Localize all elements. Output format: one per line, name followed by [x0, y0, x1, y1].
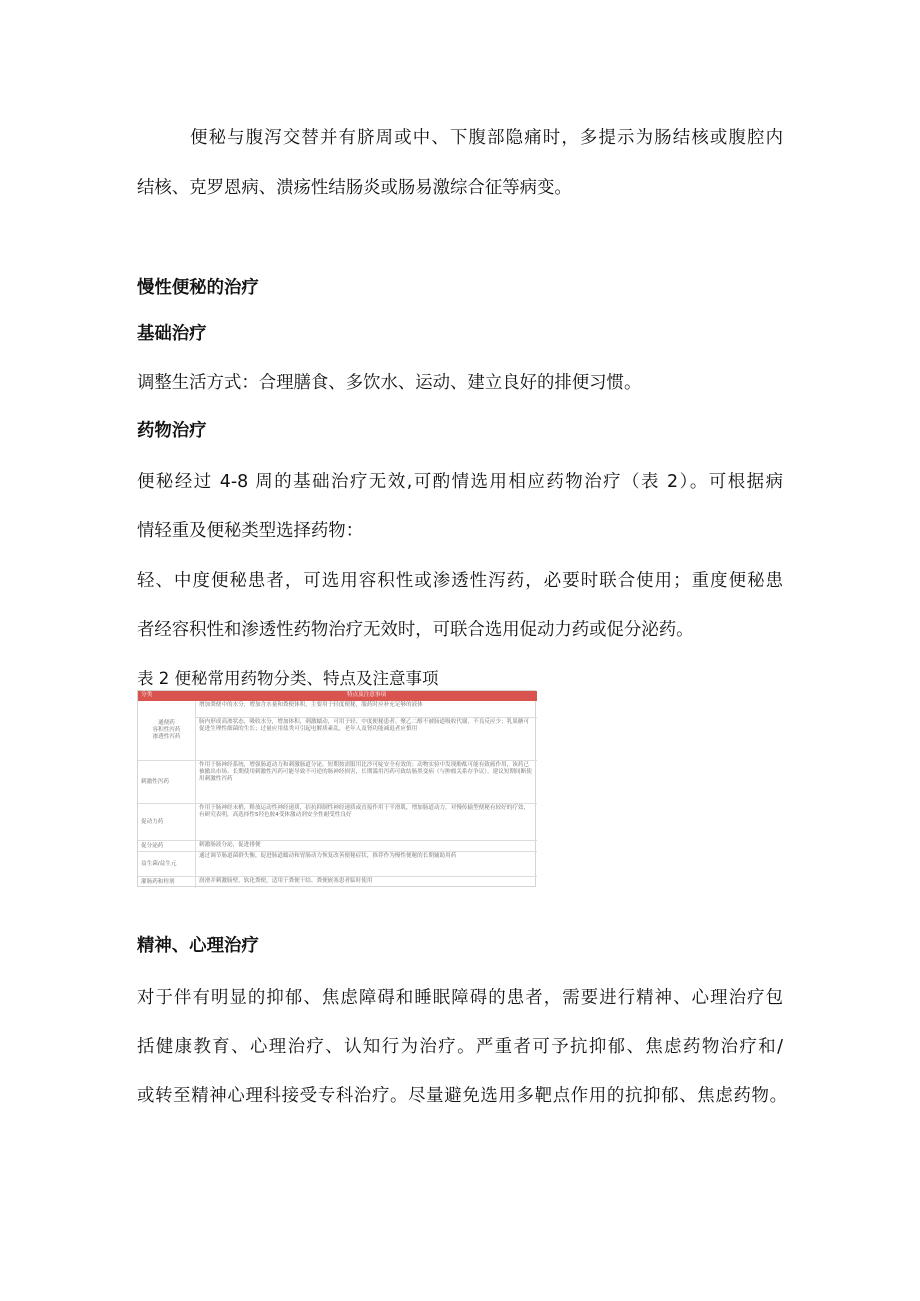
basic-treatment-text: 调整生活方式：合理膳食、多饮水、运动、建立良好的排便习惯。: [137, 373, 642, 393]
table-notes-bulk: 增加粪便中的水分，增加含水量和粪便体积，主要用于轻度便秘，服药时应补充足够的液体: [196, 701, 537, 718]
category-line: 渗透性泻药: [152, 734, 181, 740]
drug-treatment-line-1: 便秘经过 4-8 周的基础治疗无效,可酌情选用相应药物治疗（表 2）。可根据病: [137, 472, 783, 492]
table-category-probiotic: 益生菌/益生元: [138, 852, 196, 877]
table-header-category: 分类: [138, 691, 196, 701]
psych-treatment-heading: 精神、心理治疗: [137, 936, 259, 956]
drug-treatment-line-3: 轻、中度便秘患者，可选用容积性或渗透性泻药，必要时联合使用；重度便秘患: [137, 571, 783, 591]
category-line: 容积性泻药: [152, 727, 181, 733]
psych-treatment-line-2: 括健康教育、心理治疗、认知行为治疗。严重者可予抗抑郁、焦虑药物治疗和/: [137, 1037, 783, 1057]
table-category-prokinetic: 促动力药: [138, 804, 196, 841]
drug-classification-table: [137, 690, 536, 887]
psych-treatment-line-1: 对于伴有明显的抑郁、焦虑障碍和睡眠障碍的患者，需要进行精神、心理治疗包: [137, 988, 783, 1008]
intro-line-2: 结核、克罗恩病、溃疡性结肠炎或肠易激综合征等病变。: [137, 178, 572, 198]
table-category-enema: 灌肠药和栓剂: [138, 877, 196, 888]
table-notes-enema: 润滑并刺激肠壁，软化粪便，适用于粪便干结、粪便嵌塞患者临时使用: [199, 878, 373, 884]
section-title: 慢性便秘的治疗: [137, 278, 259, 298]
table-notes-secretagogue: 刺激肠液分泌，促进排便: [196, 841, 537, 852]
table-notes-probiotic: 通过调节肠道菌群失衡，促进肠道蠕动和胃肠动力恢复改善便秘症状，推荐作为慢性便秘的长期辅助用药: [196, 852, 537, 877]
table-category-secretagogue: 促分泌药: [138, 841, 196, 852]
table-header-notes: 特点及注意事项: [196, 691, 537, 701]
table-category-laxatives: [138, 701, 196, 761]
category-line: 通便药: [158, 720, 175, 726]
table-category-stimulant: 刺激性泻药: [138, 761, 196, 804]
drug-treatment-line-4: 者经容积性和渗透性药物治疗无效时，可联合选用促动力药或促分泌药。: [137, 620, 694, 640]
table-notes-stimulant: 作用于肠神经系统，增强肠道动力和刺激肠道分泌，短期按需服用比沙可啶安全有效的；动物实验中发现酚酞可能有致癌作用，该药已被撤出市场。长期使用刺激性泻药可能导致不可逆的肠神经损害，长期滥用泻药可致结肠黑变病（与肿瘤关系存争议），建议短期间断使用刺激性泻药: [196, 761, 537, 804]
table-caption: 表 2 便秘常用药物分类、特点及注意事项: [137, 669, 439, 688]
psych-treatment-line-3: 或转至精神心理科接受专科治疗。尽量避免选用多靶点作用的抗抑郁、焦虑药物。: [137, 1086, 787, 1106]
table-notes-prokinetic: 作用于肠神经末梢，释放运动性神经递质，拮抗抑制性神经递质或直接作用于平滑肌，增加肠道动力，对慢传输型便秘有较好的疗效，有研究表明，高选择性5羟色胺4受体激动剂安全性耐受性良好: [196, 804, 537, 841]
intro-line-1: 便秘与腹泻交替并有脐周或中、下腹部隐痛时，多提示为肠结核或腹腔内: [190, 128, 783, 148]
drug-treatment-line-2: 情轻重及便秘类型选择药物：: [137, 521, 364, 541]
basic-treatment-heading: 基础治疗: [137, 324, 207, 344]
table-notes-osmotic: 肠内形成高渗状态，吸收水分，增加体积，刺激蠕动，可用于轻、中度便秘患者。聚乙二醇不被肠道吸收代谢，不良反应少；乳果糖可促进生理性细菌的生长；过量应用盐类可引起电解质紊乱，老年人及肾功能减退者应慎用: [196, 718, 537, 761]
drug-treatment-heading: 药物治疗: [137, 421, 207, 441]
